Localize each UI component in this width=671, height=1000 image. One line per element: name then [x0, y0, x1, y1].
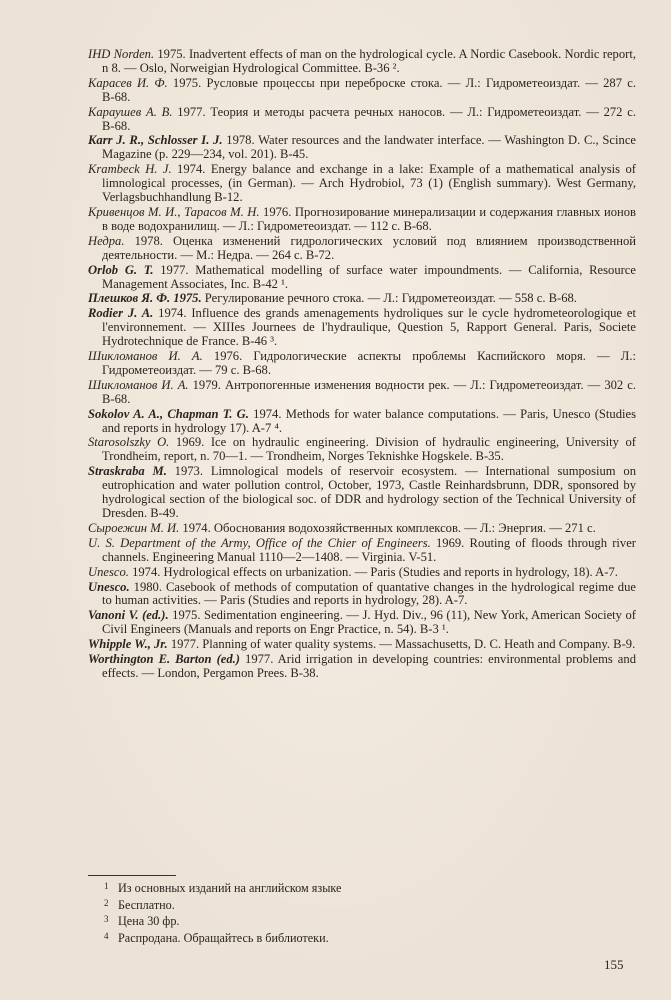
footnotes	[104, 879, 624, 945]
reference-author: Карасев И. Ф.	[88, 75, 168, 90]
reference-author: Unesco.	[88, 579, 130, 594]
reference-entry	[88, 465, 636, 521]
footnote-mark: 3	[104, 914, 109, 925]
footnote	[104, 879, 624, 896]
reference-entry	[88, 163, 636, 205]
reference-text: 1974. Energy balance and exchange in a lake: Example of a mathematical analysis of limnological processes, (in German). — Arch Hydrobiol, 73 (1) (English summary). West Germany, Verlagsbuchhandlung B-12.	[102, 162, 636, 205]
reference-author: Sokolov A. A., Chapman T. G.	[88, 406, 249, 421]
reference-text: 1969. Routing of floods through river channels. Engineering Manual 1110—2—1408. — Virginia. V-51.	[102, 535, 636, 564]
reference-text: 1969. Ice on hydraulic engineering. Division of hydraulic engineering, University of Trondheim, report, n. 70—1. — Trondheim, Norges Teknishke Hogskele. B-35.	[102, 435, 636, 464]
reference-entry	[88, 379, 636, 407]
reference-author: Straskraba M.	[88, 464, 167, 479]
reference-entry	[88, 566, 636, 580]
reference-author: U. S. Department of the Army, Office of the Chier of Engineers.	[88, 535, 431, 550]
reference-entry	[88, 206, 636, 234]
reference-text: 1975. Inadvertent effects of man on the hydrological cycle. A Nordic Casebook. Nordic report, n 8. — Oslo, Norweigian Hydrological Committee. B-36 ².	[102, 47, 636, 75]
reference-entry	[88, 638, 636, 652]
reference-text: 1978. Оценка изменений гидрологических условий под влиянием производственной деятельности. — М.: Недра. — 264 с. В-72.	[102, 233, 636, 262]
footnote-divider	[88, 875, 176, 876]
reference-text: 1974. Methods for water balance computations. — Paris, Unesco (Studies and reports in hydrology 17). A-7 ⁴.	[102, 406, 636, 435]
reference-text: 1974. Обоснования водохозяйственных комплексов. — Л.: Энергия. — 271 с.	[179, 520, 596, 535]
reference-entry	[88, 264, 636, 292]
reference-entry	[88, 537, 636, 565]
reference-text: 1977. Теория и методы расчета речных наносов. — Л.: Гидрометеоиздат. — 272 с. В-68.	[102, 104, 636, 133]
reference-text: 1976. Прогнозирование минерализации и содержания главных ионов в воде водохранилищ. — Л.: Гидрометеоиздат. — 112 с. В-68.	[102, 204, 636, 233]
reference-author: Orlob G. T.	[88, 262, 154, 277]
footnote-text: Распродана. Обращайтесь в библиотеки.	[118, 930, 329, 945]
reference-entry	[88, 653, 636, 681]
reference-text: 1975. Русловые процессы при переброске стока. — Л.: Гидрометеоиздат. — 287 с. В-68.	[102, 75, 636, 104]
reference-author: Rodier J. A.	[88, 306, 154, 321]
reference-text: Регулирование речного стока. — Л.: Гидрометеоиздат. — 558 с. В-68.	[201, 291, 577, 306]
footnote	[104, 912, 624, 929]
reference-entry	[88, 77, 636, 105]
reference-entry	[88, 106, 636, 134]
reference-text: 1976. Гидрологические аспекты проблемы Каспийского моря. — Л.: Гидрометеоиздат. — 79 с. В-68.	[102, 349, 636, 377]
reference-text: 1977. Planning of water quality systems. — Massachusetts, D. C. Heath and Company. B-9.	[167, 637, 636, 652]
reference-author: Krambeck H. J.	[88, 162, 172, 177]
reference-author: Unesco.	[88, 564, 129, 579]
reference-author: Vanoni V. (ed.).	[88, 608, 169, 623]
reference-text: 1978. Water resources and the landwater interface. — Washington D. C., Scince Magazine (p. 229—234, vol. 201). B-45.	[102, 133, 636, 162]
reference-author: Караушев А. В.	[88, 104, 173, 119]
footnote-text: Из основных изданий на английском языке	[118, 881, 342, 895]
reference-author: Whipple W., Jr.	[88, 637, 168, 652]
reference-text: 1980. Casebook of methods of computation of quantative changes in the hydrological regime due to human activities. — Paris (Studies and reports in hydrology, 28). A-7.	[102, 579, 636, 608]
footnote	[104, 929, 624, 946]
footnote-mark: 1	[104, 881, 109, 891]
reference-entry	[88, 292, 636, 306]
reference-entry	[88, 522, 636, 536]
reference-text: 1979. Антропогенные изменения водности рек. — Л.: Гидрометеоиздат. — 302 с. В-68.	[102, 377, 636, 406]
reference-author: Плешков Я. Ф. 1975.	[88, 291, 202, 306]
footnote	[104, 896, 624, 913]
reference-author: Karr J. R., Schlosser I. J.	[88, 133, 223, 148]
reference-entry	[88, 48, 636, 76]
reference-entry	[88, 581, 636, 609]
page-number: 155	[604, 957, 624, 972]
reference-entry	[88, 307, 636, 349]
footnote-text: Бесплатно.	[118, 897, 175, 912]
reference-author: IHD Norden.	[88, 47, 155, 61]
reference-entry	[88, 235, 636, 263]
reference-author: Worthington E. Barton (ed.)	[88, 652, 240, 667]
reference-text: 1977. Mathematical modelling of surface water impoundments. — California, Resource Management Associates, Inc. B-42 ¹.	[102, 262, 636, 291]
reference-text: 1973. Limnological models of reservoir ecosystem. — International sumposium on eutrophication and water pollution control, October, 1973, Castle Reinhardsbrunn, DDR, sponsored by hydrological section of the biological soc. of DDR and hydrology section of the Technical University of Dresden. B-49.	[102, 464, 637, 520]
footnote-mark: 2	[104, 897, 109, 908]
reference-entry	[88, 134, 636, 162]
reference-entry	[88, 436, 636, 464]
reference-entry	[88, 350, 636, 378]
reference-text: 1977. Arid irrigation in developing countries: environmental problems and effects. — London, Pergamon Prees. B-38.	[102, 652, 636, 680]
reference-text: 1974. Influence des grands amenagements hydroliques sur le cycle hydrometeorologique et l'environnement. — XIIIes Journees de l'hydraulique, Question 5, Rapport General. Paris, Societe Hydrotechnique de France. B-46 ³.	[102, 306, 636, 349]
reference-author: Кривенцов М. И., Тарасов М. Н.	[88, 204, 260, 219]
reference-entry	[88, 408, 636, 436]
reference-text: 1974. Hydrological effects on urbanization. — Paris (Studies and reports in hydrology, 18). A-7.	[128, 564, 618, 579]
reference-text: 1975. Sedimentation engineering. — J. Hyd. Div., 96 (11), New York, American Society of Civil Engineers (Manuals and reports on Engr Practice, n. 54). B-3 ¹.	[102, 608, 636, 637]
reference-entry	[88, 609, 636, 637]
footnote-text: Цена 30 фр.	[118, 914, 180, 929]
reference-author: Сыроежин М. И.	[88, 520, 180, 535]
footnote-mark: 4	[104, 930, 109, 941]
reference-author: Шикломанов И. А.	[88, 377, 189, 392]
reference-author: Starosolszky O.	[88, 435, 170, 450]
reference-list	[88, 48, 636, 682]
reference-author: Шикломанов И. А.	[88, 349, 203, 364]
reference-author: Недра.	[88, 233, 125, 248]
